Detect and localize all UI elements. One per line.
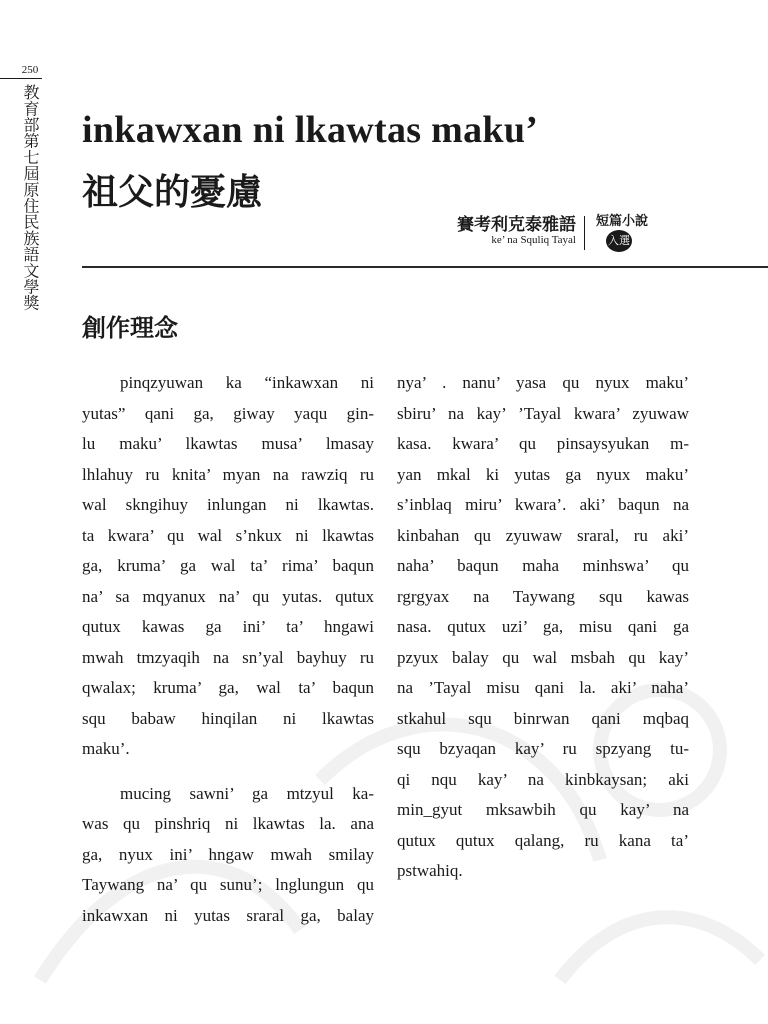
section-heading: 創作理念 [82,314,178,342]
text-line: nya’ . nanu’ yasa qu nyux maku’ [397,373,689,392]
award-badge: 入選 [606,230,632,252]
genre-block [596,210,660,258]
text-line: pzyux balay qu wal msbah qu kay’ [397,647,689,667]
text-line: lhlahuy ru knita’ myan na rawziq ru [82,464,374,484]
page-number: 250 [21,64,39,76]
text-line: yan mkal ki yutas ga nyux maku’ [397,464,689,484]
language-byline [440,210,590,258]
text-line: kinbahan qu zyuwaw sraral, ru aki’ [397,525,689,545]
language-name-chinese: 賽考利克泰雅語 [457,215,576,235]
text-line: lu maku’ lkawtas musa’ lmasay [82,434,374,453]
text-line: min_gyut mksawbih qu kay’ na [397,800,689,819]
text-line: mwah tmzyaqih na sn’yal bayhuy ru [82,647,374,667]
text-line: maku’. [82,739,130,758]
genre-label: 短篇小說 [596,214,649,229]
text-line: qwalax; kruma’ ga, wal ta’ baqun [82,678,374,697]
text-line: squ bzyaqan kay’ ru spzyang tu- [397,739,689,758]
header-rule [82,266,768,268]
text-line: s’inblaq miru’ kwara’. aki’ baqun na [397,495,689,514]
text-line: was qu pinshriq ni lkawtas la. ana [82,814,374,833]
text-line: na’ sa mqyanux na’ qu yutas. qutux [82,586,374,606]
text-line: ta kwara’ qu wal s’nkux ni lkawtas [82,525,374,545]
language-name-atayal: ke’ na Squliq Tayal [491,234,576,246]
text-line: mucing sawni’ ga mtzyul ka- [120,783,374,803]
story-title-atayal: inkawxan ni lkawtas maku’ [82,109,539,151]
text-line: squ babaw hinqilan ni lkawtas [82,708,374,728]
text-line: qutux qutux qalang, ru kana ta’ [397,830,689,850]
text-line: kasa. kwara’ qu pinsaysyukan m- [397,434,689,453]
body-column-left [82,368,374,931]
text-line: sbiru’ na kay’ ’Tayal kwara’ zyuwaw [397,403,689,423]
text-line: na ’Tayal misu qani la. aki’ naha’ [397,678,689,697]
text-line: yutas” qani ga, giway yaqu gin- [82,403,374,423]
body-column-right [397,368,689,887]
text-line: ga, kruma’ ga wal ta’ rima’ baqun [82,556,374,575]
text-line: qi nqu kay’ na kinbkaysan; aki [397,769,689,789]
text-line: inkawxan ni yutas sraral ga, balay [82,905,374,925]
text-line: qutux kawas ga ini’ ta’ hngawi [82,617,374,636]
text-line: pstwahiq. [397,861,463,880]
text-line: stkahul squ binrwan qani mqbaq [397,708,689,728]
text-line: pinqzyuwan ka “inkawxan ni [120,373,374,392]
byline-divider [584,216,585,250]
text-line: Taywang na’ qu sunu’; lnglungun qu [82,875,374,894]
text-line: wal skngihuy inlungan ni lkawtas. [82,495,374,514]
text-line: ga, nyux ini’ hngaw mwah smilay [82,844,374,864]
text-line: rgrgyax na Taywang squ kawas [397,586,689,606]
running-title: 教育部第七屆原住民族語文學獎 [21,84,40,311]
sidebar-divider [0,78,42,79]
text-line: naha’ baqun maha minhswa’ qu [397,556,689,575]
story-title-chinese: 祖父的憂慮 [82,172,263,213]
text-line: nasa. qutux uzi’ ga, misu qani ga [397,617,689,636]
